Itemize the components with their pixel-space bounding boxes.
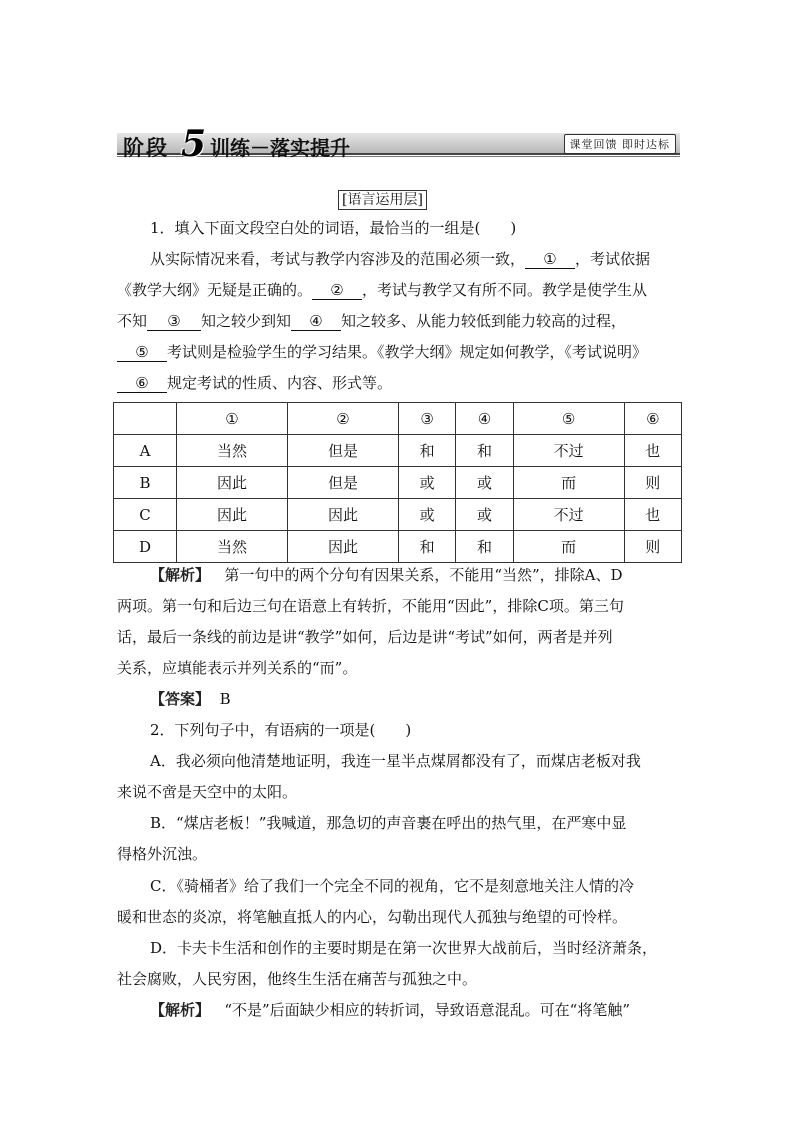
table-row [114,435,682,467]
q2-option-c-line2: 暖和世态的炎凉，将笔触直抵人的内心，勾勒出现代人孤独与绝望的可怜样。 [117,908,628,926]
q1-passage-line5 [117,373,392,393]
passage-text: 知之较少到知 [201,312,292,330]
analysis-label: 【解析】 [150,1001,211,1019]
stage-title: 训练－落实提升 [210,136,350,160]
passage-text: 从实际情况来看，考试与教学内容涉及的范围必须一致， [150,250,526,268]
table-header-cell [114,403,177,435]
table-row [114,467,682,499]
table-header-cell: ④ [456,403,513,435]
q2-option-d-line2: 社会腐败，人民穷困，他终生生活在痛苦与孤独之中。 [117,970,478,988]
table-cell: B [114,467,177,499]
table-cell: 而 [513,531,624,563]
table-cell: 因此 [177,499,288,531]
q1-analysis-line1 [150,565,623,585]
passage-text: ，考试依据 [575,250,651,268]
table-cell: 当然 [177,435,288,467]
q2-option-c-line1: C．《骑桶者》给了我们一个完全不同的视角，它不是刻意地关注人情的冷 [150,877,634,895]
q1-passage-line3 [117,311,626,331]
passage-text: 考试则是检验学生的学习结果。《教学大纲》规定如何教学，《考试说明》 [167,343,648,361]
q1-passage-line2 [117,280,647,300]
table-cell: 不过 [513,435,624,467]
passage-text: 不知 [117,312,148,330]
table-header-cell: ② [288,403,399,435]
table-cell: 当然 [177,531,288,563]
q1-stem: 1．填入下面文段空白处的词语，最恰当的一组是( ) [150,219,517,237]
section-tag: [语言运用层] [338,190,427,210]
passage-text: 《教学大纲》无疑是正确的。 [117,281,313,299]
table-header-cell: ⑥ [624,403,681,435]
passage-text: ，考试与教学又有所不同。教学是使学生从 [362,281,648,299]
table-cell: 或 [456,467,513,499]
analysis-text: 第一句中的两个分句有因果关系，不能用“当然”，排除A、D [224,566,623,584]
q2-option-b-line1: B．“煤店老板！”我喊道，那急切的声音裹在呼出的热气里，在严寒中显 [150,814,627,832]
stage-tag: 课堂回馈 即时达标 [564,134,677,154]
table-cell: C [114,499,177,531]
q2-option-d-line1: D．卡夫卡生活和创作的主要时期是在第一次世界大战前后，当时经济萧条， [150,939,658,957]
table-cell: 或 [399,467,456,499]
blank-4: ④ [291,313,341,331]
blank-1: ① [525,251,575,269]
table-row [114,499,682,531]
analysis-text: “不是”后面缺少相应的转折词，导致语意混乱。可在“将笔触” [224,1001,631,1019]
q1-answer [150,689,231,709]
q1-analysis-line3: 话，最后一条线的前边是讲“教学”如何，后边是讲“考试”如何，两者是并列 [117,628,613,646]
table-header-row [114,403,682,435]
passage-text: 知之较多、从能力较低到能力较高的过程， [341,312,627,330]
table-cell: 则 [624,467,681,499]
table-cell: A [114,435,177,467]
q1-analysis-line4: 关系，应填能表示并列关系的“而”。 [117,659,358,677]
blank-6: ⑥ [117,375,167,393]
blank-3: ③ [147,313,201,331]
q2-option-a-line1: A．我必须向他清楚地证明，我连一星半点煤屑都没有了，而煤店老板对我 [150,752,641,770]
answer-value: B [219,690,231,708]
q1-analysis-line2: 两项。第一句和后边三句在语意上有转折，不能用“因此”，排除C项。第三句 [117,597,624,615]
table-header-cell: ③ [399,403,456,435]
table-cell: 因此 [288,531,399,563]
blank-2: ② [312,282,362,300]
table-cell: 但是 [288,467,399,499]
q1-passage-line1 [150,249,650,269]
table-header-cell: ⑤ [513,403,624,435]
table-cell: 或 [456,499,513,531]
stage-number: 5 [181,123,207,165]
table-cell: 则 [624,531,681,563]
analysis-label: 【解析】 [150,566,211,584]
table-cell: 但是 [288,435,399,467]
table-cell: 和 [399,531,456,563]
table-cell: D [114,531,177,563]
passage-text: 规定考试的性质、内容、形式等。 [167,374,393,392]
table-cell: 也 [624,499,681,531]
answer-label: 【答案】 [150,690,211,708]
table-header-cell: ① [177,403,288,435]
table-cell: 而 [513,467,624,499]
table-cell: 或 [399,499,456,531]
options-table [113,402,682,563]
table-cell: 和 [399,435,456,467]
q2-stem: 2．下列句子中，有语病的一项是( ) [150,721,412,739]
blank-5: ⑤ [117,344,167,362]
table-cell: 因此 [288,499,399,531]
table-cell: 不过 [513,499,624,531]
table-cell: 和 [456,435,513,467]
table-cell: 因此 [177,467,288,499]
stage-label: 阶段 [123,136,169,160]
q1-passage-line4 [117,342,647,362]
q2-option-b-line2: 得格外沉浊。 [117,845,208,863]
q2-option-a-line2: 来说不啻是天空中的太阳。 [117,783,298,801]
table-cell: 也 [624,435,681,467]
q2-analysis-line1 [150,1000,630,1020]
stage-banner [117,123,680,165]
table-row [114,531,682,563]
table-cell: 和 [456,531,513,563]
